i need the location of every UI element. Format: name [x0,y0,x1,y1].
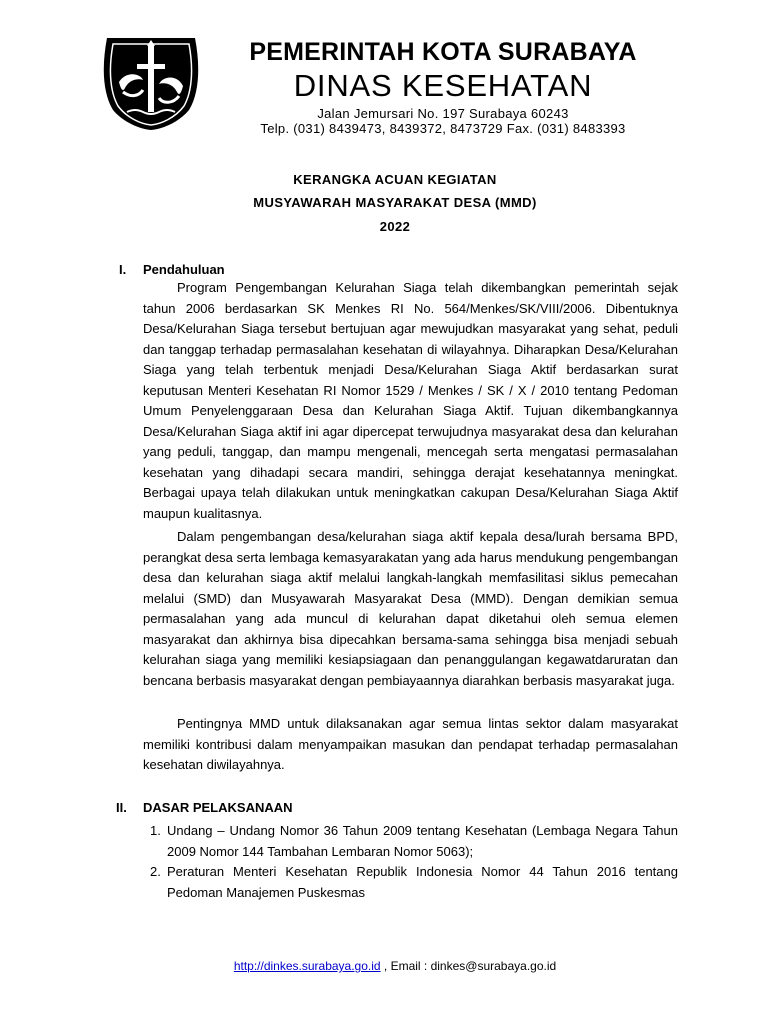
document-title: KERANGKA ACUAN KEGIATAN [293,172,497,187]
section-2-heading: DASAR PELAKSANAAN [143,800,293,815]
section-1-paragraph-3: Pentingnya MMD untuk dilaksanakan agar semua lintas sektor dalam masyarakat memiliki kontribusi dalam menyampaikan masukan dan pendapat terhadap permasalahan kesehatan diwilayahnya. [143,716,678,772]
section-1-heading: Pendahuluan [143,262,225,277]
section-2-number: II. [116,800,127,815]
list-item: 1. Undang – Undang Nomor 36 Tahun 2009 tentang Kesehatan (Lembaga Negara Tahun 2009 Nomor 144 Tambahan Lembaran Nomor 5063); [150,823,678,859]
footer-email: , Email : dinkes@surabaya.go.id [380,959,557,973]
legal-basis-list [150,821,678,903]
section-1-paragraph-1: Program Pengembangan Kelurahan Siaga telah dikembangkan pemerintah sejak tahun 2006 berdasarkan SK Menkes RI No. 564/Menkes/SK/VIII/2006. Dibentuknya Desa/Kelurahan Siaga tersebut bertujuan agar mewujudkan masyarakat yang sehat, peduli dan tanggap terhadap permasalahan kesehatan di wilayahnya. Diharapkan Desa/Kelurahan Siaga yang telah terbentuk menjadi Desa/Kelurahan Siaga Aktif berdasarkan surat keputusan Menteri Kesehatan RI Nomor 1529 / Menkes / SK / X / 2010 tentang Pedoman Umum Penyelenggaraan Desa dan Kelurahan Siaga Aktif. Tujuan dikembangkannya Desa/Kelurahan Siaga aktif ini agar dipercepat terwujudnya masyarakat desa dan kelurahan yang peduli, tanggap, dan mampu mengenali, mencegah serta mengatasi permasalahan kesehatan yang dihadapi secara mandiri, sehingga derajat kesehatannya meningkat. Berbagai upaya telah dilakukan untuk meningkatkan cakupan Desa/Kelurahan Siaga Aktif maupun kualitasnya. [143,280,678,521]
surabaya-crest-icon [97,34,205,132]
list-item: 2. Peraturan Menteri Kesehatan Republik Indonesia Nomor 44 Tahun 2016 tentang Pedoman Manajemen Puskesmas [150,864,678,900]
letterhead-phone: Telp. (031) 8439473, 8439372, 8473729 Fax. (031) 8483393 [260,121,626,136]
document-subtitle: MUSYAWARAH MASYARAKAT DESA (MMD) [253,195,537,210]
letterhead-agency: DINAS KESEHATAN [293,68,593,103]
letterhead-address: Jalan Jemursari No. 197 Surabaya 60243 [317,106,569,121]
section-1-number: I. [119,262,127,277]
footer-contact [0,959,768,973]
document-year: 2022 [379,219,411,234]
letterhead-government: PEMERINTAH KOTA SURABAYA [249,38,637,66]
section-1-paragraph-2: Dalam pengembangan desa/kelurahan siaga aktif kepala desa/lurah bersama BPD, perangkat desa serta lembaga kemasyarakatan yang ada harus mendukung pengembangan desa dan kelurahan siaga aktif melalui langkah-langkah memfasilitasi siklus pemecahan melalui (SMD) dan Musyawarah Masyarakat Desa (MMD). Dengan demikian semua permasalahan yang ada muncul di kelurahan dapat diketahui oleh semua elemen masyarakat dan akhirnya bisa dipecahkan bersama-sama sehingga bisa menjadi sebuah kelurahan siaga yang memiliki kesiapsiagaan dan penanggulangan kegawatdaruratan dan bencana berbasis masyarakat dengan pembiayaannya diarahkan berbasis masyarakat juga. [143,529,678,688]
website-link[interactable]: http://dinkes.surabaya.go.id [233,959,381,973]
